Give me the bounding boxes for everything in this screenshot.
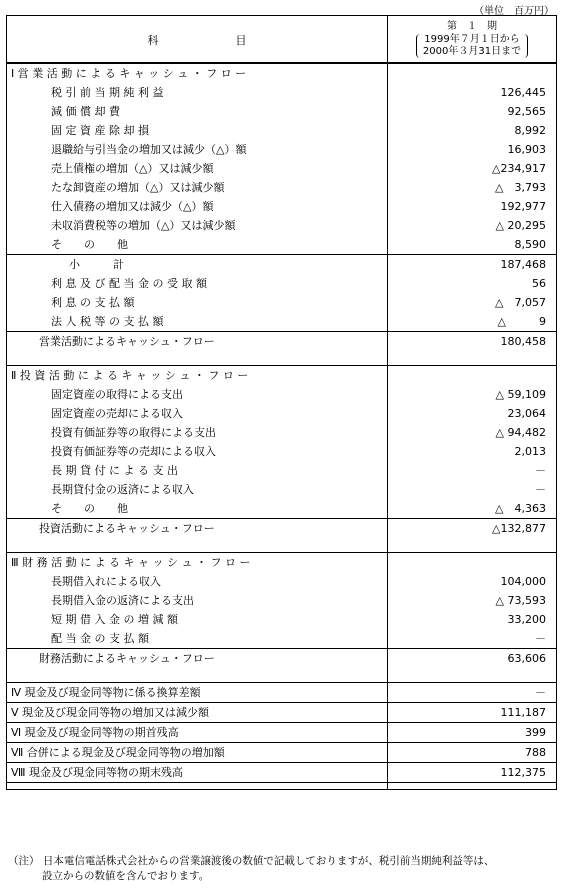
table-row xyxy=(7,461,557,480)
row-label: たな卸資産の増加（△）又は減少額 xyxy=(7,178,388,197)
spacer-row xyxy=(7,538,557,553)
table-row xyxy=(7,703,557,723)
table-row xyxy=(7,312,557,332)
table-row xyxy=(7,763,557,783)
item-column-header-text: 科 目 xyxy=(147,34,247,47)
row-label: 利 息 の 支 払 額 xyxy=(7,293,388,312)
row-value: △ 73,593 xyxy=(388,591,557,610)
table-row xyxy=(7,140,557,159)
table-row xyxy=(7,216,557,235)
subtotal-row xyxy=(7,255,557,275)
row-value: △ 94,482 xyxy=(388,423,557,442)
item-column-header xyxy=(7,16,388,64)
row-label: そ の 他 xyxy=(7,499,388,519)
row-label: 固定資産の取得による支出 xyxy=(7,385,388,404)
spacer-row xyxy=(7,668,557,683)
table-row xyxy=(7,743,557,763)
section-investing-title-row xyxy=(7,366,557,386)
financing-total-label: 財務活動によるキャッシュ・フロー xyxy=(7,649,388,669)
row-value: － xyxy=(388,629,557,649)
row-value: 23,064 xyxy=(388,404,557,423)
section-title: Ⅰ 営 業 活 動 に よ る キ ャ ッ シ ュ ・ フ ロ ー xyxy=(7,63,388,83)
row-value: △ 4,363 xyxy=(388,499,557,519)
row-label: 短 期 借 入 金 の 増 減 額 xyxy=(7,610,388,629)
row-label: 長 期 貸 付 に よ る 支 出 xyxy=(7,461,388,480)
table-row xyxy=(7,442,557,461)
row-label: 法 人 税 等 の 支 払 額 xyxy=(7,312,388,332)
table-row xyxy=(7,629,557,649)
row-value: △ 9 xyxy=(388,312,557,332)
financing-total-value: 63,606 xyxy=(388,649,557,669)
table-row xyxy=(7,102,557,121)
row-value: 111,187 xyxy=(388,703,557,723)
row-value: 33,200 xyxy=(388,610,557,629)
row-label: 投資有価証券等の取得による支出 xyxy=(7,423,388,442)
period-end: 2000年３月31日まで xyxy=(422,45,522,57)
table-row xyxy=(7,197,557,216)
operating-total-row xyxy=(7,332,557,352)
row-value: 399 xyxy=(388,723,557,743)
row-value: △ 59,109 xyxy=(388,385,557,404)
row-label: 長期借入金の返済による支出 xyxy=(7,591,388,610)
table-row xyxy=(7,385,557,404)
investing-total-label: 投資活動によるキャッシュ・フロー xyxy=(7,519,388,539)
row-label: 仕入債務の増加又は減少（△）額 xyxy=(7,197,388,216)
row-label: 長期借入れによる収入 xyxy=(7,572,388,591)
period-range xyxy=(416,34,528,58)
cash-flow-table xyxy=(6,15,557,790)
footnote-line-1: （注） 日本電信電話株式会社からの営業譲渡後の数値で記載しておりますが、税引前当期純利益等は、 xyxy=(8,855,495,867)
row-label: 売上債権の増加（△）又は減少額 xyxy=(7,159,388,178)
row-value: 16,903 xyxy=(388,140,557,159)
header-row xyxy=(7,16,557,64)
row-label: 長期貸付金の返済による収入 xyxy=(7,480,388,499)
table-row xyxy=(7,591,557,610)
table-row xyxy=(7,178,557,197)
investing-total-row xyxy=(7,519,557,539)
row-label: Ⅷ 現金及び現金同等物の期末残高 xyxy=(7,763,388,783)
section-title: Ⅲ 財 務 活 動 に よ る キ ャ ッ シ ュ ・ フ ロ ー xyxy=(7,553,388,573)
table-row xyxy=(7,572,557,591)
row-value: 788 xyxy=(388,743,557,763)
investing-total-value: △132,877 xyxy=(388,519,557,539)
table-row xyxy=(7,235,557,255)
row-label: 退職給与引当金の増加又は減少（△）額 xyxy=(7,140,388,159)
table-row xyxy=(7,83,557,102)
row-value: 8,992 xyxy=(388,121,557,140)
row-label: 固定資産の売却による収入 xyxy=(7,404,388,423)
row-value: 56 xyxy=(388,274,557,293)
row-label: そ の 他 xyxy=(7,235,388,255)
table-row xyxy=(7,480,557,499)
row-value: △ 7,057 xyxy=(388,293,557,312)
table-row xyxy=(7,423,557,442)
period-start: 1999年７月１日から xyxy=(424,33,520,45)
footnote-line-2: 設立からの数値を含んでおります。 xyxy=(42,870,210,882)
row-value: 92,565 xyxy=(388,102,557,121)
row-label: Ⅴ 現金及び現金同等物の増加又は減少額 xyxy=(7,703,388,723)
closing-double-rule xyxy=(7,783,557,790)
row-label: Ⅵ 現金及び現金同等物の期首残高 xyxy=(7,723,388,743)
table-row xyxy=(7,159,557,178)
table-row xyxy=(7,274,557,293)
row-value: 126,445 xyxy=(388,83,557,102)
row-value: － xyxy=(388,480,557,499)
row-label: 未収消費税等の増加（△）又は減少額 xyxy=(7,216,388,235)
subtotal-label: 小 計 xyxy=(7,255,388,275)
period-column-header xyxy=(388,16,557,64)
row-value: － xyxy=(388,461,557,480)
section-financing-title-row xyxy=(7,553,557,573)
row-value: △ 20,295 xyxy=(388,216,557,235)
table-row xyxy=(7,723,557,743)
row-label: 税 引 前 当 期 純 利 益 xyxy=(7,83,388,102)
section-operating-title-row xyxy=(7,63,557,83)
table-row xyxy=(7,610,557,629)
row-label: Ⅳ 現金及び現金同等物に係る換算差額 xyxy=(7,683,388,703)
row-value: 2,013 xyxy=(388,442,557,461)
financing-total-row xyxy=(7,649,557,669)
spacer-row xyxy=(7,351,557,366)
table-row xyxy=(7,683,557,703)
row-label: 投資有価証券等の売却による収入 xyxy=(7,442,388,461)
row-label: 配 当 金 の 支 払 額 xyxy=(7,629,388,649)
table-row xyxy=(7,121,557,140)
row-value: － xyxy=(388,683,557,703)
row-value: 192,977 xyxy=(388,197,557,216)
table-row xyxy=(7,499,557,519)
row-value: △234,917 xyxy=(388,159,557,178)
row-label: 減 価 償 却 費 xyxy=(7,102,388,121)
row-value: 112,375 xyxy=(388,763,557,783)
row-label: 利 息 及 び 配 当 金 の 受 取 額 xyxy=(7,274,388,293)
table-row xyxy=(7,404,557,423)
row-value: △ 3,793 xyxy=(388,178,557,197)
row-label: 固 定 資 産 除 却 損 xyxy=(7,121,388,140)
subtotal-value: 187,468 xyxy=(388,255,557,275)
period-label: 第 １ 期 xyxy=(447,20,497,32)
row-value: 8,590 xyxy=(388,235,557,255)
row-value: 104,000 xyxy=(388,572,557,591)
operating-total-value: 180,458 xyxy=(388,332,557,352)
footnote xyxy=(8,854,494,884)
section-title: Ⅱ 投 資 活 動 に よ る キ ャ ッ シ ュ ・ フ ロ ー xyxy=(7,366,388,386)
row-label: Ⅶ 合併による現金及び現金同等物の増加額 xyxy=(7,743,388,763)
unit-label: （単位 百万円） xyxy=(474,6,554,17)
table-row xyxy=(7,293,557,312)
operating-total-label: 営業活動によるキャッシュ・フロー xyxy=(7,332,388,352)
